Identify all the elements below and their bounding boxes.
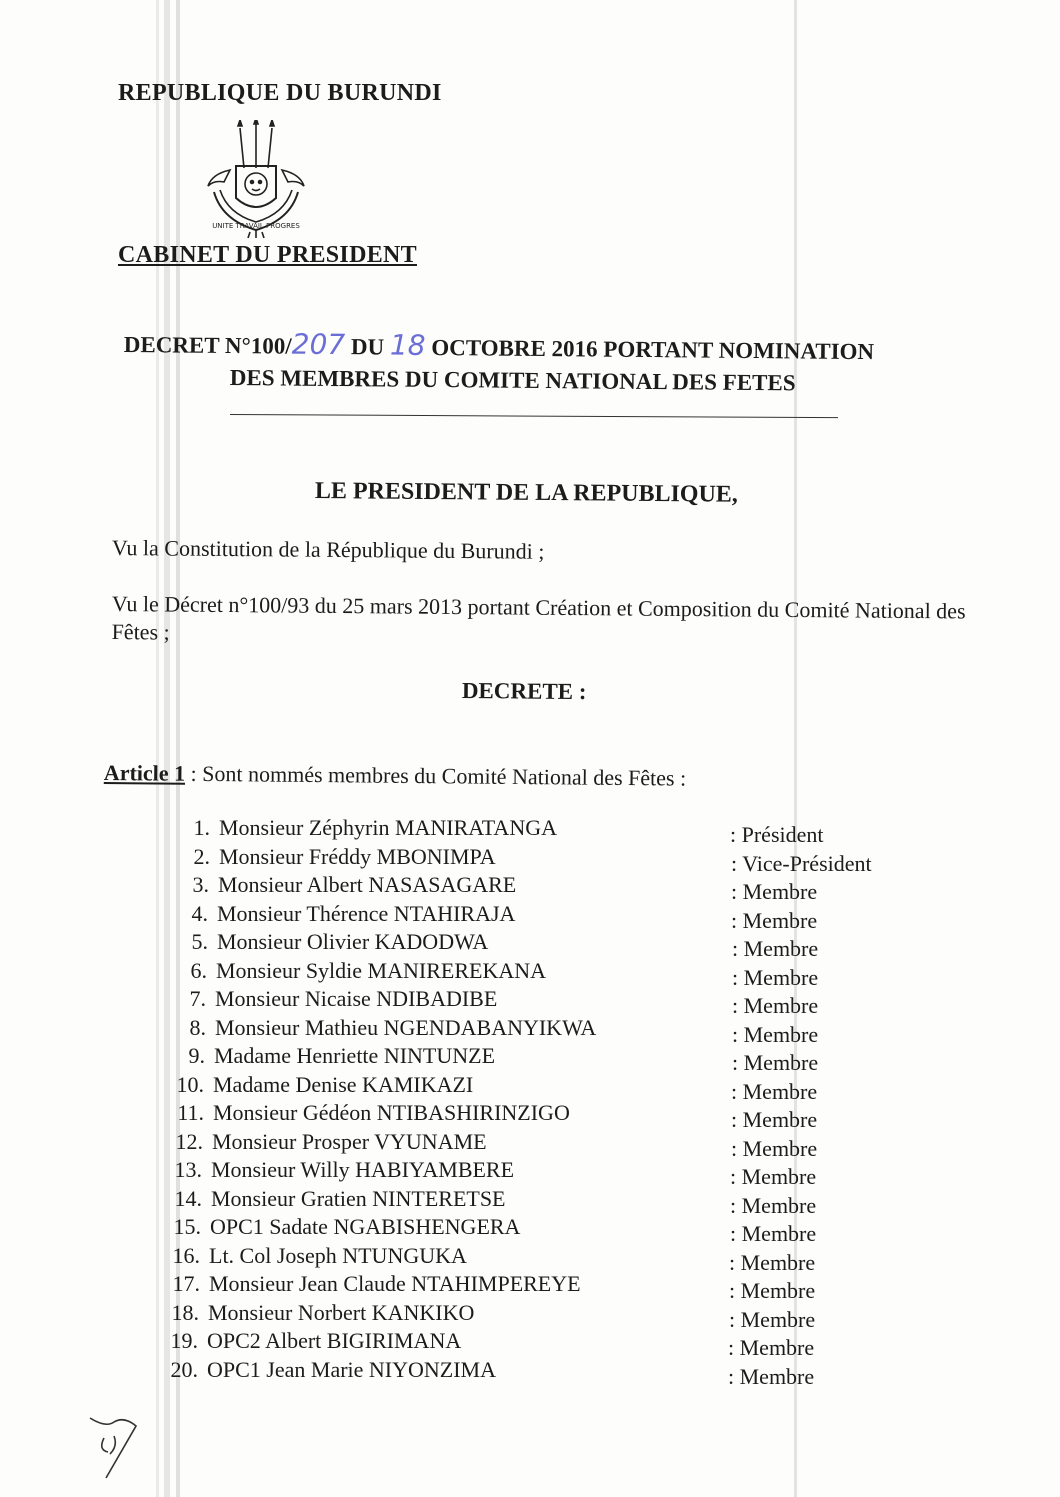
member-number: 1. xyxy=(193,815,210,840)
member-row xyxy=(164,1100,570,1126)
member-name: Monsieur Zéphyrin MANIRATANGA xyxy=(219,815,557,840)
member-row xyxy=(158,1357,496,1383)
member-name: Monsieur Gédéon NTIBASHIRINZIGO xyxy=(213,1100,570,1125)
member-number: 13. xyxy=(174,1157,202,1182)
member-role: : Membre xyxy=(729,1249,816,1275)
member-number: 5. xyxy=(191,929,208,954)
member-role: : Vice-Président xyxy=(731,850,872,876)
member-role: : Membre xyxy=(730,1221,817,1246)
member-role: : Membre xyxy=(731,907,818,933)
member-name: Monsieur Nicaise NDIBADIBE xyxy=(215,986,498,1011)
member-number: 14. xyxy=(174,1185,202,1211)
member-row xyxy=(168,929,488,955)
republic-header: REPUBLIQUE DU BURUNDI xyxy=(118,80,442,106)
member-role: : Membre xyxy=(732,1050,819,1075)
member-row xyxy=(166,1015,596,1041)
scan-artifact-line xyxy=(156,0,159,1497)
decree-title-line2: DES MEMBRES DU COMITE NATIONAL DES FETES xyxy=(229,365,796,396)
decree-title-rest: OCTOBRE 2016 PORTANT NOMINATION xyxy=(431,334,875,365)
member-name: Monsieur Gratien NINTERETSE xyxy=(211,1185,506,1211)
member-name: OPC1 Sadate NGABISHENGERA xyxy=(210,1214,521,1239)
member-row xyxy=(164,1072,473,1098)
member-name: Lt. Col Joseph NTUNGUKA xyxy=(209,1242,467,1268)
member-role: : Membre xyxy=(729,1306,816,1332)
member-name: OPC1 Jean Marie NIYONZIMA xyxy=(207,1356,497,1382)
member-number: 16. xyxy=(172,1242,200,1268)
member-role: : Membre xyxy=(732,964,819,990)
member-role: : Président xyxy=(730,822,824,847)
member-number: 19. xyxy=(170,1328,198,1353)
member-name: Monsieur Thérence NTAHIRAJA xyxy=(217,900,516,926)
member-row xyxy=(168,901,515,927)
member-number: 17. xyxy=(172,1271,200,1296)
member-number: 10. xyxy=(176,1071,204,1097)
member-role: : Membre xyxy=(729,1278,816,1303)
member-name: Monsieur Willy HABIYAMBERE xyxy=(211,1157,515,1182)
member-row xyxy=(162,1186,506,1212)
member-number: 12. xyxy=(175,1128,203,1154)
member-number: 9. xyxy=(188,1043,205,1068)
member-role: : Membre xyxy=(728,1335,815,1360)
decree-title-du: DU xyxy=(350,334,385,360)
svg-text:UNITE TRAVAIL PROGRES: UNITE TRAVAIL PROGRES xyxy=(212,222,300,230)
article-1-text: : Sont nommés membres du Comité National des Fêtes : xyxy=(184,760,687,791)
member-row xyxy=(162,1157,514,1183)
member-name: OPC2 Albert BIGIRIMANA xyxy=(207,1328,462,1353)
member-number: 2. xyxy=(193,843,210,869)
member-name: Monsieur Olivier KADODWA xyxy=(217,929,489,954)
member-number: 6. xyxy=(190,957,207,983)
signature-icon xyxy=(84,1412,144,1484)
member-row xyxy=(166,986,497,1012)
member-row xyxy=(163,1129,487,1155)
member-name: Monsieur Prosper VYUNAME xyxy=(212,1128,487,1154)
member-name: Monsieur Fréddy MBONIMPA xyxy=(219,843,496,869)
decree-title-line1 xyxy=(124,326,875,366)
member-row xyxy=(167,958,546,984)
member-role: : Membre xyxy=(731,1078,818,1104)
member-name: Monsieur Syldie MANIREREKANA xyxy=(216,957,546,983)
member-row xyxy=(170,815,557,841)
member-number: 8. xyxy=(189,1014,206,1040)
member-number: 7. xyxy=(189,986,206,1011)
initials-signature xyxy=(84,1412,144,1484)
member-name: Monsieur Mathieu NGENDABANYIKWA xyxy=(215,1014,597,1040)
decree-title-prefix: DECRET N°100/ xyxy=(123,331,292,359)
emblem-icon xyxy=(200,120,312,250)
member-row xyxy=(161,1214,520,1240)
member-name: Monsieur Jean Claude NTAHIMPEREYE xyxy=(209,1271,581,1296)
member-name: Madame Henriette NINTUNZE xyxy=(214,1043,496,1068)
member-number: 11. xyxy=(177,1100,204,1125)
member-number: 4. xyxy=(191,900,208,926)
decrete-heading: DECRETE : xyxy=(461,678,587,705)
article-1 xyxy=(104,760,687,792)
member-role: : Membre xyxy=(728,1363,815,1389)
member-row xyxy=(160,1243,467,1269)
vu-decree: Vu le Décret n°100/93 du 25 mars 2013 portant Création et Composition du Comité National des Fêtes ; xyxy=(111,590,966,645)
member-role: : Membre xyxy=(732,1021,819,1047)
member-number: 18. xyxy=(171,1299,199,1325)
member-role: : Membre xyxy=(730,1192,817,1218)
member-role: : Membre xyxy=(732,993,819,1018)
member-row xyxy=(165,1043,495,1069)
member-number: 15. xyxy=(173,1214,201,1239)
vu-constitution: Vu la Constitution de la République du Burundi ; xyxy=(111,535,545,564)
president-heading: LE PRESIDENT DE LA REPUBLIQUE, xyxy=(314,478,738,508)
member-name: Monsieur Norbert KANKIKO xyxy=(208,1299,475,1325)
member-role: : Membre xyxy=(731,1107,818,1132)
member-role: : Membre xyxy=(732,936,819,961)
title-divider xyxy=(230,414,838,418)
coat-of-arms-emblem xyxy=(200,120,312,250)
member-row xyxy=(159,1300,474,1326)
member-number: 20. xyxy=(170,1356,198,1382)
member-role: : Membre xyxy=(730,1164,817,1189)
member-role: : Membre xyxy=(731,1135,818,1161)
member-name: Monsieur Albert NASASAGARE xyxy=(218,872,517,897)
cabinet-header: CABINET DU PRESIDENT xyxy=(118,242,417,268)
handwritten-decree-number: 207 xyxy=(291,327,346,362)
member-row xyxy=(160,1271,581,1297)
member-name: Madame Denise KAMIKAZI xyxy=(213,1071,474,1097)
member-row xyxy=(169,872,516,898)
member-number: 3. xyxy=(192,872,209,897)
member-row xyxy=(170,844,496,870)
article-1-label: Article 1 xyxy=(103,760,186,786)
member-row xyxy=(158,1328,461,1354)
handwritten-decree-day: 18 xyxy=(389,328,426,362)
member-role: : Membre xyxy=(731,879,818,904)
